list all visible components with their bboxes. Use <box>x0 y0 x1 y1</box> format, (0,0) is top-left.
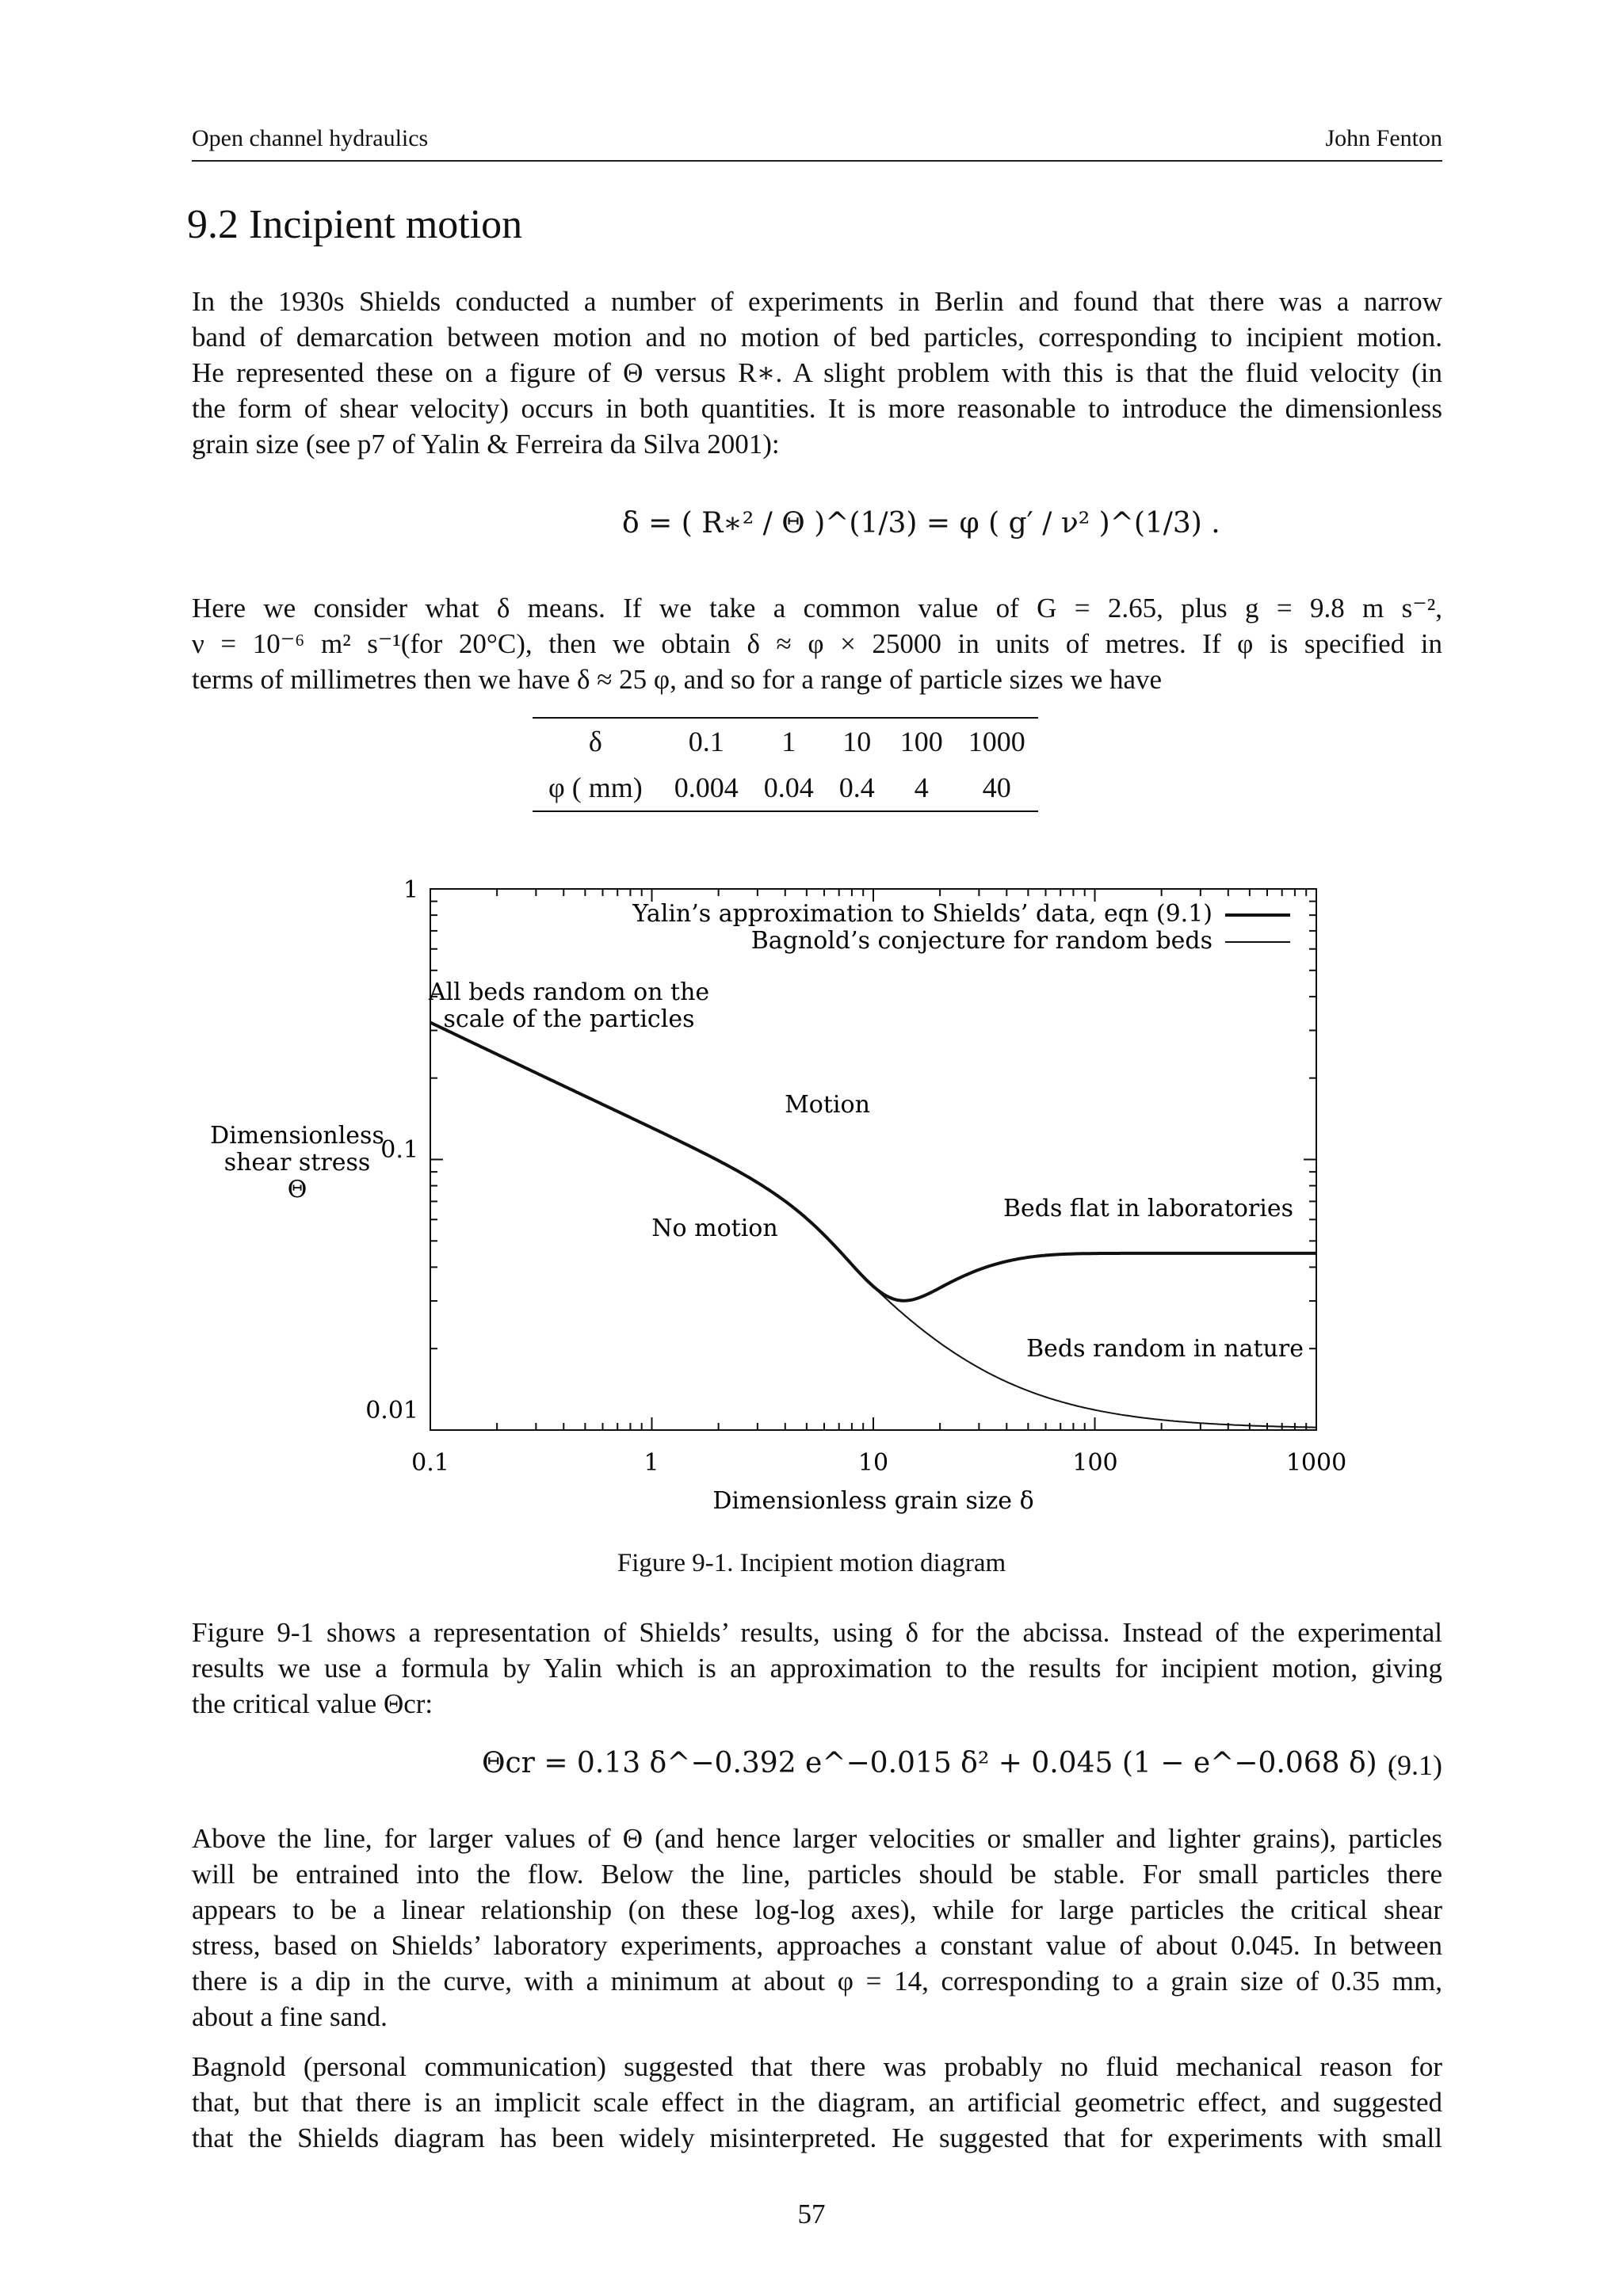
text-line: Bagnold (personal communication) suggested that there was probably no fluid mechanical reason for <box>192 2051 1442 2082</box>
table-cell: 10 <box>842 726 872 757</box>
annotation-no-motion: No motion <box>651 1215 778 1242</box>
text-line: He represented these on a figure of Θ versus R∗. A slight problem with this is that the fluid velocity (in <box>192 357 1442 388</box>
text-line: appears to be a linear relationship (on these log-log axes), while for large particles the critical shear <box>192 1894 1442 1925</box>
text-line: about a fine sand. <box>192 2001 388 2032</box>
series-line-yalin <box>430 1023 1316 1301</box>
text-line: grain size (see p7 of Yalin & Ferreira da Silva 2001): <box>192 429 780 460</box>
text-line: will be entrained into the flow. Below the line, particles should be stable. For small particles there <box>192 1859 1442 1890</box>
y-axis-label: Θ <box>287 1176 307 1203</box>
table-cell: 1000 <box>968 726 1025 757</box>
annotation-random-beds: scale of the particles <box>443 1005 695 1033</box>
series-lines <box>430 1023 1316 1428</box>
legend-label: Yalin’s approximation to Shields’ data, eqn (9.1) <box>632 900 1212 928</box>
page-number: 57 <box>797 2199 826 2229</box>
paragraph-figure-description <box>192 1615 1442 1722</box>
equation-delta: δ = ( R∗² / Θ )^(1/3) = φ ( g′ / ν² )^(1/3) . <box>622 507 1220 540</box>
table-cell: 0.04 <box>763 772 814 803</box>
text-line: Above the line, for larger values of Θ (and hence larger velocities or smaller and lighter grains), particles <box>192 1823 1442 1854</box>
paragraph-above-line <box>192 1821 1442 2035</box>
equation-number: (9.1) <box>1388 1749 1442 1781</box>
x-tick-label: 1 <box>643 1449 659 1477</box>
text-line: the form of shear velocity) occurs in both quantities. It is more reasonable to introduce the dimensionless <box>192 393 1442 424</box>
text-line: ν = 10⁻⁶ m² s⁻¹(for 20°C), then we obtain δ ≈ φ × 25000 in units of metres. If φ is specified in <box>192 628 1442 659</box>
x-tick-label: 0.1 <box>411 1449 449 1477</box>
table-cell: φ ( mm) <box>548 772 643 803</box>
y-tick-label: 0.01 <box>365 1397 418 1425</box>
y-axis-label: Dimensionless <box>210 1122 384 1150</box>
text-line: In the 1930s Shields conducted a number of experiments in Berlin and found that there was a narrow <box>192 286 1442 317</box>
text-line: results we use a formula by Yalin which is an approximation to the results for incipient motion, giving <box>192 1653 1442 1684</box>
x-axis-label: Dimensionless grain size δ <box>712 1487 1034 1515</box>
table-cell: 100 <box>899 726 943 757</box>
equation-theta-cr: Θcr = 0.13 δ^−0.392 e^−0.015 δ² + 0.045 (1 − e^−0.068 δ) . <box>482 1747 1396 1779</box>
annotation-beds-flat: Beds flat in laboratories <box>1002 1195 1293 1222</box>
x-tick-label: 100 <box>1072 1449 1118 1477</box>
text-line: band of demarcation between motion and no motion of bed particles, corresponding to incipient motion. <box>192 322 1442 353</box>
annotation-motion: Motion <box>785 1091 870 1119</box>
x-tick-label: 10 <box>857 1449 889 1477</box>
paragraph-bagnold <box>192 2049 1442 2156</box>
y-axis-label: shear stress <box>223 1149 371 1177</box>
table-cell: 0.004 <box>674 772 739 803</box>
legend-label: Bagnold’s conjecture for random beds <box>750 927 1212 955</box>
text-line: terms of millimetres then we have δ ≈ 25 φ, and so for a range of particle sizes we have <box>192 664 1163 695</box>
annotation-beds-nature: Beds random in nature <box>1026 1335 1304 1363</box>
text-line: the critical value Θcr: <box>192 1688 433 1719</box>
text-line: that, but that there is an implicit scale effect in the diagram, an artificial geometric effect, and suggested <box>192 2087 1442 2118</box>
table-cell: 0.4 <box>838 772 875 803</box>
text-line: there is a dip in the curve, with a minimum at about φ = 14, corresponding to a grain size of 0.35 mm, <box>192 1966 1442 1997</box>
table-cell: δ <box>588 726 602 757</box>
header-book-title: Open channel hydraulics <box>192 125 429 151</box>
series-line-bagnold <box>430 1023 1316 1428</box>
table-cell: 40 <box>982 772 1011 803</box>
text-line: stress, based on Shields’ laboratory experiments, approaches a constant value of about 0.045. In between <box>192 1930 1442 1961</box>
table-cell: 4 <box>914 772 929 803</box>
section-title: 9.2 Incipient motion <box>187 202 523 247</box>
header-author: John Fenton <box>1325 125 1442 151</box>
x-tick-label: 1000 <box>1285 1449 1347 1477</box>
annotation-random-beds: All beds random on the <box>428 978 710 1006</box>
text-line: that the Shields diagram has been widely misinterpreted. He suggested that for experiments with small <box>192 2122 1442 2153</box>
text-line: Figure 9-1 shows a representation of Shields’ results, using δ for the abcissa. Instead of the experimental <box>192 1617 1442 1648</box>
figure-caption: Figure 9-1. Incipient motion diagram <box>617 1549 1006 1577</box>
text-line: Here we consider what δ means. If we take a common value of G = 2.65, plus g = 9.8 m s⁻², <box>192 593 1442 624</box>
table-cell: 0.1 <box>688 726 724 757</box>
table-cell: 1 <box>781 726 796 757</box>
y-tick-label: 1 <box>403 876 418 904</box>
y-tick-label: 0.1 <box>380 1136 418 1164</box>
